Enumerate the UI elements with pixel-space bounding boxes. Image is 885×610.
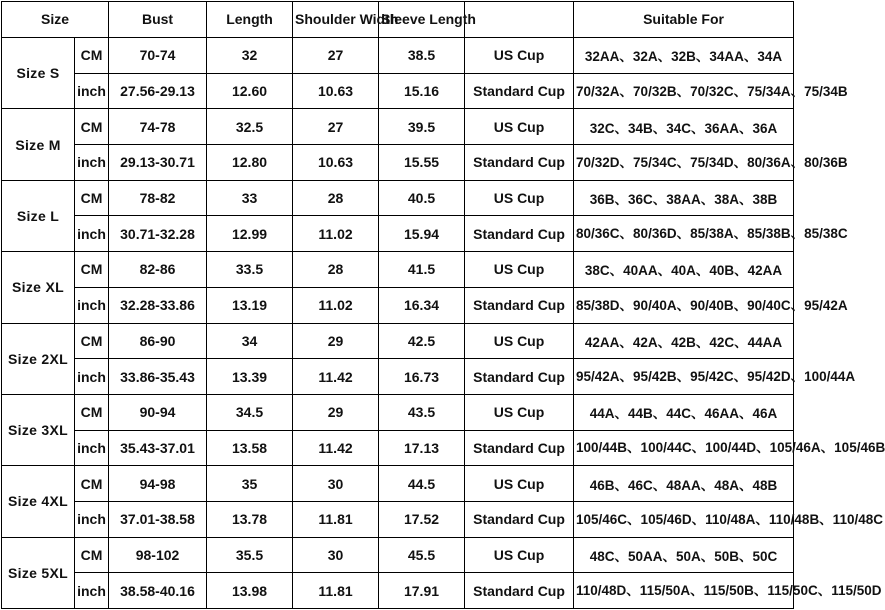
- sleeve-length-cell: 38.5: [379, 38, 465, 74]
- sleeve-length-cell: 43.5: [379, 394, 465, 430]
- suitable-for-cell: 95/42A、95/42B、95/42C、95/42D、100/44A: [574, 359, 794, 395]
- table-row: [2, 145, 794, 181]
- bust-cell: 90-94: [109, 394, 207, 430]
- length-cell: 33: [207, 180, 293, 216]
- bust-cell: 82-86: [109, 252, 207, 288]
- sleeve-length-cell: 17.91: [379, 573, 465, 609]
- bust-cell: 35.43-37.01: [109, 430, 207, 466]
- table-row: [2, 394, 794, 430]
- size-label: Size 4XL: [2, 466, 75, 537]
- cup-type-cell: US Cup: [465, 109, 574, 145]
- length-cell: 13.98: [207, 573, 293, 609]
- table-row: [2, 359, 794, 395]
- cup-type-cell: US Cup: [465, 180, 574, 216]
- unit-label: inch: [75, 430, 109, 466]
- size-label: Size M: [2, 109, 75, 180]
- sleeve-length-cell: 42.5: [379, 323, 465, 359]
- cup-type-cell: US Cup: [465, 394, 574, 430]
- table-row: [2, 287, 794, 323]
- shoulder-width-cell: 27: [293, 109, 379, 145]
- length-cell: 33.5: [207, 252, 293, 288]
- unit-label: inch: [75, 216, 109, 252]
- size-label: Size 3XL: [2, 394, 75, 465]
- sleeve-length-cell: 15.16: [379, 73, 465, 109]
- unit-label: CM: [75, 38, 109, 74]
- bust-cell: 27.56-29.13: [109, 73, 207, 109]
- suitable-for-cell: 38C、40AA、40A、40B、42AA: [574, 252, 794, 288]
- table-row: [2, 466, 794, 502]
- length-cell: 34.5: [207, 394, 293, 430]
- bust-cell: 30.71-32.28: [109, 216, 207, 252]
- shoulder-width-cell: 28: [293, 252, 379, 288]
- sleeve-length-cell: 45.5: [379, 537, 465, 573]
- size-label: Size S: [2, 38, 75, 109]
- bust-cell: 94-98: [109, 466, 207, 502]
- suitable-for-cell: 48C、50AA、50A、50B、50C: [574, 537, 794, 573]
- shoulder-width-cell: 11.02: [293, 287, 379, 323]
- unit-label: CM: [75, 252, 109, 288]
- suitable-for-cell: 32AA、32A、32B、34AA、34A: [574, 38, 794, 74]
- unit-label: inch: [75, 573, 109, 609]
- unit-label: CM: [75, 537, 109, 573]
- header-shoulder-width: Shoulder Width: [293, 2, 379, 38]
- header-suitable-for: Suitable For: [574, 2, 794, 38]
- header-bust: Bust: [109, 2, 207, 38]
- length-cell: 32: [207, 38, 293, 74]
- length-cell: 13.39: [207, 359, 293, 395]
- unit-label: CM: [75, 394, 109, 430]
- cup-type-cell: Standard Cup: [465, 573, 574, 609]
- cup-type-cell: US Cup: [465, 537, 574, 573]
- unit-label: inch: [75, 145, 109, 181]
- length-cell: 35: [207, 466, 293, 502]
- suitable-for-cell: 42AA、42A、42B、42C、44AA: [574, 323, 794, 359]
- shoulder-width-cell: 27: [293, 38, 379, 74]
- length-cell: 13.78: [207, 501, 293, 537]
- cup-type-cell: US Cup: [465, 38, 574, 74]
- cup-type-cell: Standard Cup: [465, 145, 574, 181]
- table-row: [2, 180, 794, 216]
- shoulder-width-cell: 11.02: [293, 216, 379, 252]
- cup-type-cell: Standard Cup: [465, 73, 574, 109]
- sleeve-length-cell: 44.5: [379, 466, 465, 502]
- length-cell: 12.60: [207, 73, 293, 109]
- unit-label: CM: [75, 180, 109, 216]
- bust-cell: 98-102: [109, 537, 207, 573]
- bust-cell: 78-82: [109, 180, 207, 216]
- shoulder-width-cell: 29: [293, 394, 379, 430]
- table-row: [2, 430, 794, 466]
- suitable-for-cell: 70/32A、70/32B、70/32C、75/34A、75/34B: [574, 73, 794, 109]
- shoulder-width-cell: 11.42: [293, 430, 379, 466]
- table-row: [2, 501, 794, 537]
- table-row: [2, 109, 794, 145]
- sleeve-length-cell: 17.13: [379, 430, 465, 466]
- shoulder-width-cell: 11.81: [293, 501, 379, 537]
- length-cell: 35.5: [207, 537, 293, 573]
- table-row: [2, 38, 794, 74]
- length-cell: 32.5: [207, 109, 293, 145]
- table-row: [2, 252, 794, 288]
- sleeve-length-cell: 15.94: [379, 216, 465, 252]
- suitable-for-cell: 70/32D、75/34C、75/34D、80/36A、80/36B: [574, 145, 794, 181]
- cup-type-cell: Standard Cup: [465, 287, 574, 323]
- table-row: [2, 573, 794, 609]
- header-cup-type: [465, 2, 574, 38]
- suitable-for-cell: 100/44B、100/44C、100/44D、105/46A、105/46B: [574, 430, 794, 466]
- unit-label: inch: [75, 501, 109, 537]
- bust-cell: 29.13-30.71: [109, 145, 207, 181]
- length-cell: 12.99: [207, 216, 293, 252]
- suitable-for-cell: 110/48D、115/50A、115/50B、115/50C、115/50D: [574, 573, 794, 609]
- unit-label: inch: [75, 359, 109, 395]
- length-cell: 13.19: [207, 287, 293, 323]
- unit-label: CM: [75, 323, 109, 359]
- unit-label: inch: [75, 287, 109, 323]
- size-label: Size L: [2, 180, 75, 251]
- length-cell: 34: [207, 323, 293, 359]
- table-row: [2, 323, 794, 359]
- sleeve-length-cell: 40.5: [379, 180, 465, 216]
- size-label: Size XL: [2, 252, 75, 323]
- suitable-for-cell: 32C、34B、34C、36AA、36A: [574, 109, 794, 145]
- size-chart-body: [2, 38, 885, 609]
- length-cell: 12.80: [207, 145, 293, 181]
- shoulder-width-cell: 28: [293, 180, 379, 216]
- suitable-for-cell: 105/46C、105/46D、110/48A、110/48B、110/48C: [574, 501, 794, 537]
- length-cell: 13.58: [207, 430, 293, 466]
- suitable-for-cell: 85/38D、90/40A、90/40B、90/40C、95/42A: [574, 287, 794, 323]
- header-sleeve-length: Sleeve Length: [379, 2, 465, 38]
- shoulder-width-cell: 11.42: [293, 359, 379, 395]
- sleeve-length-cell: 41.5: [379, 252, 465, 288]
- size-label: Size 2XL: [2, 323, 75, 394]
- table-row: [2, 537, 794, 573]
- size-label: Size 5XL: [2, 537, 75, 608]
- cup-type-cell: Standard Cup: [465, 430, 574, 466]
- header-row: [2, 2, 794, 38]
- suitable-for-cell: 44A、44B、44C、46AA、46A: [574, 394, 794, 430]
- bust-cell: 38.58-40.16: [109, 573, 207, 609]
- shoulder-width-cell: 30: [293, 466, 379, 502]
- sleeve-length-cell: 16.73: [379, 359, 465, 395]
- sleeve-length-cell: 16.34: [379, 287, 465, 323]
- bust-cell: 86-90: [109, 323, 207, 359]
- cup-type-cell: Standard Cup: [465, 359, 574, 395]
- bust-cell: 70-74: [109, 38, 207, 74]
- suitable-for-cell: 36B、36C、38AA、38A、38B: [574, 180, 794, 216]
- shoulder-width-cell: 30: [293, 537, 379, 573]
- cup-type-cell: Standard Cup: [465, 501, 574, 537]
- bust-cell: 37.01-38.58: [109, 501, 207, 537]
- shoulder-width-cell: 11.81: [293, 573, 379, 609]
- cup-type-cell: Standard Cup: [465, 216, 574, 252]
- table-row: [2, 73, 794, 109]
- header-length: Length: [207, 2, 293, 38]
- bust-cell: 33.86-35.43: [109, 359, 207, 395]
- bust-cell: 32.28-33.86: [109, 287, 207, 323]
- shoulder-width-cell: 10.63: [293, 73, 379, 109]
- sleeve-length-cell: 39.5: [379, 109, 465, 145]
- cup-type-cell: US Cup: [465, 323, 574, 359]
- sleeve-length-cell: 15.55: [379, 145, 465, 181]
- unit-label: CM: [75, 109, 109, 145]
- size-chart-table: [1, 1, 885, 609]
- cup-type-cell: US Cup: [465, 466, 574, 502]
- shoulder-width-cell: 29: [293, 323, 379, 359]
- table-row: [2, 216, 794, 252]
- bust-cell: 74-78: [109, 109, 207, 145]
- header-size: Size: [2, 2, 109, 38]
- unit-label: CM: [75, 466, 109, 502]
- suitable-for-cell: 46B、46C、48AA、48A、48B: [574, 466, 794, 502]
- suitable-for-cell: 80/36C、80/36D、85/38A、85/38B、85/38C: [574, 216, 794, 252]
- sleeve-length-cell: 17.52: [379, 501, 465, 537]
- cup-type-cell: US Cup: [465, 252, 574, 288]
- shoulder-width-cell: 10.63: [293, 145, 379, 181]
- unit-label: inch: [75, 73, 109, 109]
